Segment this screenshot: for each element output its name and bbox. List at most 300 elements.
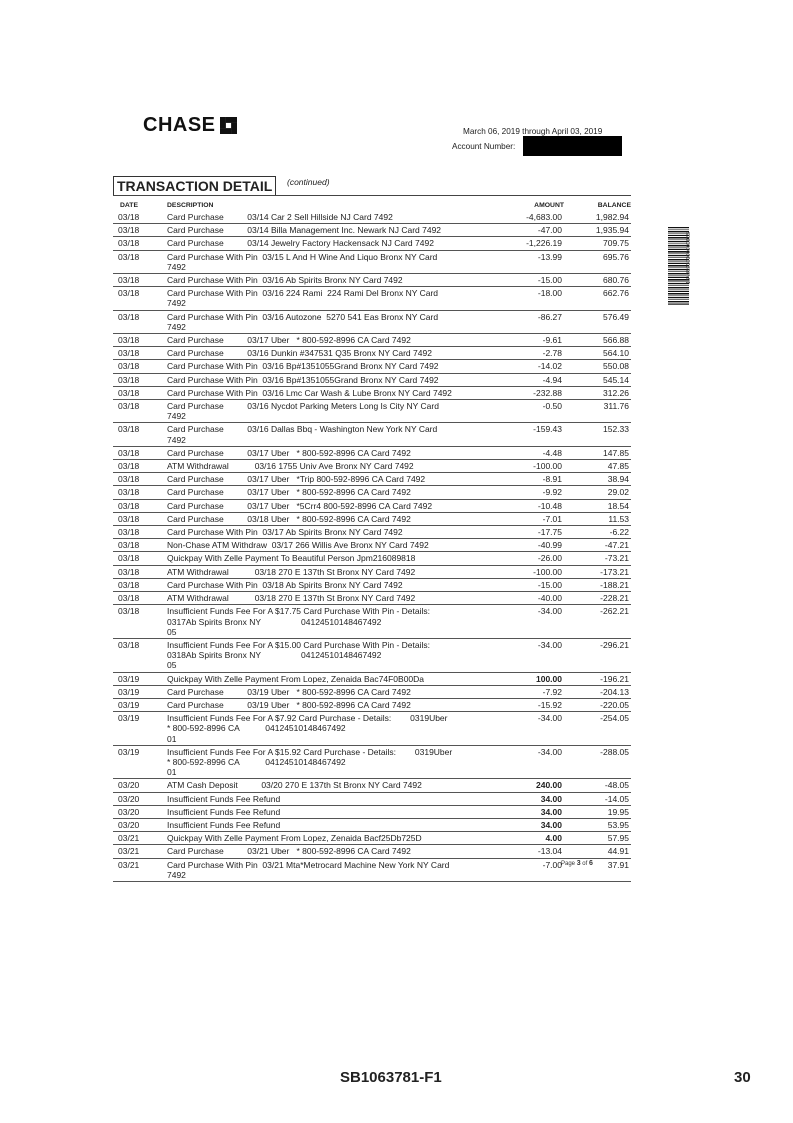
transaction-amount — [473, 672, 564, 685]
transaction-amount-text: 34.00 — [540, 793, 562, 804]
transaction-amount-text: -34.00 — [537, 606, 562, 617]
transaction-amount — [473, 446, 564, 459]
transaction-amount-text: 34.00 — [540, 806, 562, 817]
transaction-date — [113, 274, 167, 287]
transaction-description — [167, 446, 473, 459]
transaction-balance-text: -288.05 — [600, 746, 629, 757]
transaction-amount-text: -7.01 — [542, 513, 562, 524]
transaction-description-text: Insufficient Funds Fee For A $7.92 Card Purchase - Details: 0319Uber * 800-592-8996 CA 04124510148467492 01 — [167, 713, 448, 744]
transaction-description — [167, 499, 473, 512]
transaction-date-text: 03/18 — [118, 527, 140, 538]
table-row — [113, 287, 631, 310]
transaction-description — [167, 237, 473, 250]
transaction-description-text: Card Purchase With Pin 03/16 Ab Spirits Bronx NY Card 7492 — [167, 275, 403, 286]
transaction-amount — [473, 805, 564, 818]
table-row — [113, 539, 631, 552]
transaction-balance-text: -296.21 — [600, 639, 629, 650]
transaction-amount — [473, 237, 564, 250]
transaction-date-text: 03/18 — [118, 500, 140, 511]
transaction-balance-text: 1,935.94 — [595, 225, 629, 236]
transaction-date — [113, 779, 167, 792]
transaction-balance-text: -47.21 — [604, 540, 629, 551]
transaction-amount-text: -15.00 — [537, 579, 562, 590]
transaction-date-text: 03/18 — [118, 311, 140, 322]
transaction-description — [167, 473, 473, 486]
transaction-date-text: 03/18 — [118, 348, 140, 359]
transaction-amount — [473, 845, 564, 858]
transaction-date-text: 03/18 — [118, 212, 140, 222]
transaction-amount-text: -47.00 — [537, 225, 562, 236]
transaction-date-text: 03/18 — [118, 401, 140, 412]
transaction-date — [113, 818, 167, 831]
transaction-amount-text: -13.99 — [537, 251, 562, 262]
transaction-balance — [564, 779, 631, 792]
transaction-description — [167, 792, 473, 805]
table-row — [113, 592, 631, 605]
transaction-description-text: Card Purchase 03/17 Uber *Trip 800-592-8996 CA Card 7492 — [167, 474, 426, 485]
transaction-amount — [473, 592, 564, 605]
transaction-date-text: 03/18 — [118, 251, 140, 262]
transaction-description — [167, 334, 473, 347]
transaction-amount — [473, 745, 564, 779]
transaction-date-text: 03/18 — [118, 238, 140, 249]
transaction-description-text: Card Purchase 03/18 Uber * 800-592-8996 CA Card 7492 — [167, 513, 411, 524]
transaction-description-text: Insufficient Funds Fee For A $17.75 Card Purchase With Pin - Details: 0317Ab Spirits Bronx NY 04124510148467492 05 — [167, 606, 430, 637]
transaction-amount-text: -15.92 — [537, 699, 562, 710]
transaction-description — [167, 832, 473, 845]
table-row — [113, 360, 631, 373]
transaction-balance-text: -196.21 — [600, 673, 629, 684]
transaction-description — [167, 287, 473, 310]
transaction-balance — [564, 592, 631, 605]
transaction-amount-text: -34.00 — [537, 639, 562, 650]
transaction-amount — [473, 779, 564, 792]
transaction-balance — [564, 832, 631, 845]
transaction-description-text: Insufficient Funds Fee For A $15.00 Card Purchase With Pin - Details: 0318Ab Spirits Bronx NY 04124510148467492 05 — [167, 639, 430, 671]
transaction-description — [167, 460, 473, 473]
transaction-amount — [473, 712, 564, 746]
transaction-amount-text: -100.00 — [533, 566, 562, 577]
transaction-date — [113, 473, 167, 486]
transaction-description — [167, 685, 473, 698]
transaction-description — [167, 423, 473, 446]
transaction-balance-text: 57.95 — [607, 833, 629, 844]
transaction-description-text: Quickpay With Zelle Payment To Beautiful Person Jpm216089818 — [167, 553, 416, 564]
transaction-balance — [564, 698, 631, 711]
table-row — [113, 638, 631, 672]
transaction-balance-text: 576.49 — [603, 311, 629, 322]
transaction-balance-text: 695.76 — [603, 251, 629, 262]
transaction-date-text: 03/18 — [118, 288, 140, 299]
transaction-balance — [564, 792, 631, 805]
transaction-date-text: 03/19 — [118, 746, 140, 757]
transaction-amount — [473, 552, 564, 565]
table-row — [113, 400, 631, 423]
table-header-row — [113, 201, 631, 211]
transaction-description-text: Card Purchase 03/16 Dallas Bbq - Washington New York NY Card 7492 — [167, 424, 438, 445]
transaction-date — [113, 460, 167, 473]
transaction-balance-text: 38.94 — [607, 474, 629, 485]
transaction-amount-text: 240.00 — [536, 780, 562, 791]
table-row — [113, 858, 631, 881]
transaction-date-text: 03/18 — [118, 553, 140, 564]
transaction-description — [167, 552, 473, 565]
transaction-date — [113, 237, 167, 250]
transaction-amount-text: -232.88 — [533, 387, 562, 398]
transaction-date — [113, 539, 167, 552]
page-of: of — [582, 861, 588, 867]
table-row — [113, 250, 631, 273]
transaction-balance — [564, 486, 631, 499]
table-row — [113, 745, 631, 779]
transaction-date-text: 03/18 — [118, 593, 140, 604]
transaction-date — [113, 287, 167, 310]
transaction-date-text: 03/18 — [118, 639, 140, 650]
transaction-date — [113, 552, 167, 565]
transaction-date — [113, 347, 167, 360]
table-row — [113, 373, 631, 386]
transaction-amount-text: -4,683.00 — [526, 212, 562, 222]
table-row — [113, 423, 631, 446]
transaction-amount-text: -40.99 — [537, 540, 562, 551]
page-current: 3 — [576, 860, 581, 867]
transaction-amount-text: -34.00 — [537, 713, 562, 724]
transaction-balance — [564, 473, 631, 486]
transaction-description-text: Card Purchase 03/16 Dunkin #347531 Q35 Bronx NY Card 7492 — [167, 348, 432, 359]
transaction-balance-text: -14.05 — [604, 793, 629, 804]
transaction-date — [113, 685, 167, 698]
transaction-description-text: Quickpay With Zelle Payment From Lopez, Zenaida Bac74F0B00Da — [167, 673, 425, 684]
transaction-balance — [564, 224, 631, 237]
transaction-balance — [564, 845, 631, 858]
transaction-balance-text: -220.05 — [600, 699, 629, 710]
transaction-amount-text: -14.02 — [537, 361, 562, 372]
table-row — [113, 473, 631, 486]
transaction-amount — [473, 287, 564, 310]
transaction-balance — [564, 250, 631, 273]
transaction-date-text: 03/18 — [118, 461, 140, 472]
transaction-date-text: 03/19 — [118, 699, 140, 710]
transaction-date-text: 03/18 — [118, 447, 140, 458]
transaction-description — [167, 347, 473, 360]
transaction-amount — [473, 818, 564, 831]
transaction-description-text: Card Purchase 03/19 Uber * 800-592-8996 CA Card 7492 — [167, 699, 411, 710]
table-row — [113, 818, 631, 831]
transaction-date-text: 03/18 — [118, 335, 140, 346]
transaction-date-text: 03/20 — [118, 819, 140, 830]
transaction-date — [113, 334, 167, 347]
transaction-description-text: Insufficient Funds Fee Refund — [167, 819, 281, 830]
transaction-amount-text: 100.00 — [536, 673, 562, 684]
transaction-date — [113, 805, 167, 818]
transaction-balance-text: -48.05 — [604, 780, 629, 791]
transaction-date-text: 03/18 — [118, 275, 140, 286]
transaction-description — [167, 712, 473, 746]
transaction-description — [167, 360, 473, 373]
transaction-date — [113, 578, 167, 591]
transaction-description — [167, 512, 473, 525]
transaction-balance-text: 312.26 — [603, 387, 629, 398]
transaction-description — [167, 805, 473, 818]
transaction-date — [113, 698, 167, 711]
transaction-amount — [473, 211, 564, 224]
table-row — [113, 446, 631, 459]
transaction-balance-text: -188.21 — [600, 579, 629, 590]
transaction-date-text: 03/18 — [118, 225, 140, 236]
transaction-description — [167, 310, 473, 333]
transaction-date-text: 03/18 — [118, 487, 140, 498]
date-column-header: DATE — [120, 202, 138, 209]
transaction-balance-text: -204.13 — [600, 686, 629, 697]
redacted-account-number — [523, 136, 622, 156]
transaction-balance — [564, 446, 631, 459]
transaction-balance — [564, 685, 631, 698]
transaction-date — [113, 250, 167, 273]
transaction-amount-text: -9.92 — [542, 487, 562, 498]
transaction-date — [113, 512, 167, 525]
transaction-description — [167, 386, 473, 399]
transaction-amount — [473, 224, 564, 237]
transaction-balance — [564, 400, 631, 423]
transaction-balance — [564, 373, 631, 386]
transaction-description — [167, 274, 473, 287]
transaction-date-text: 03/21 — [118, 859, 140, 870]
transaction-description-text: Insufficient Funds Fee Refund — [167, 793, 281, 804]
section-title: TRANSACTION DETAIL — [113, 176, 276, 195]
transaction-amount — [473, 373, 564, 386]
table-row — [113, 832, 631, 845]
transaction-date — [113, 526, 167, 539]
transaction-amount — [473, 565, 564, 578]
transaction-description-text: Card Purchase 03/14 Car 2 Sell Hillside NJ Card 7492 — [167, 212, 393, 222]
transaction-date — [113, 565, 167, 578]
transaction-description-text: Card Purchase 03/17 Uber * 800-592-8996 CA Card 7492 — [167, 335, 411, 346]
brand-name: CHASE — [143, 114, 216, 136]
transaction-description-text: Card Purchase 03/16 Nycdot Parking Meters Long Is City NY Card 7492 — [167, 401, 439, 422]
transaction-amount-text: -4.48 — [542, 447, 562, 458]
transaction-amount-text: -40.00 — [537, 593, 562, 604]
transaction-amount — [473, 423, 564, 446]
transaction-amount-text: -13.04 — [537, 846, 562, 857]
table-row — [113, 712, 631, 746]
transaction-date — [113, 211, 167, 224]
table-row — [113, 845, 631, 858]
table-row — [113, 792, 631, 805]
transaction-description-text: ATM Cash Deposit 03/20 270 E 137th St Bronx NY Card 7492 — [167, 780, 422, 791]
transaction-date — [113, 592, 167, 605]
transaction-date-text: 03/19 — [118, 713, 140, 724]
transaction-description — [167, 526, 473, 539]
transaction-balance — [564, 526, 631, 539]
transaction-date-text: 03/18 — [118, 424, 140, 435]
transaction-balance — [564, 423, 631, 446]
transaction-date-text: 03/20 — [118, 780, 140, 791]
transaction-balance-text: 44.91 — [607, 846, 629, 857]
transaction-date-text: 03/19 — [118, 686, 140, 697]
transaction-balance — [564, 712, 631, 746]
transaction-date-text: 03/20 — [118, 793, 140, 804]
transaction-description-text: Card Purchase 03/17 Uber * 800-592-8996 CA Card 7492 — [167, 487, 411, 498]
transaction-balance-text: 311.76 — [603, 401, 629, 412]
transaction-description-text: Card Purchase 03/14 Jewelry Factory Hackensack NJ Card 7492 — [167, 238, 434, 249]
transaction-description — [167, 539, 473, 552]
transaction-amount — [473, 499, 564, 512]
transaction-description — [167, 605, 473, 639]
transaction-amount — [473, 400, 564, 423]
transaction-balance — [564, 539, 631, 552]
transaction-amount — [473, 539, 564, 552]
transaction-description-text: Card Purchase With Pin 03/18 Ab Spirits Bronx NY Card 7492 — [167, 579, 403, 590]
transaction-description-text: ATM Withdrawal 03/16 1755 Univ Ave Bronx NY Card 7492 — [167, 461, 414, 472]
transaction-balance-text: 564.10 — [603, 348, 629, 359]
transaction-description-text: Card Purchase With Pin 03/16 Bp#1351055Grand Bronx NY Card 7492 — [167, 361, 439, 372]
transaction-rows — [113, 211, 631, 881]
transaction-amount — [473, 460, 564, 473]
transaction-date — [113, 224, 167, 237]
continued-label: (continued) — [287, 177, 330, 187]
amount-column-header: AMOUNT — [534, 202, 564, 209]
description-column-header: DESCRIPTION — [167, 202, 214, 209]
transaction-balance-text: -262.21 — [600, 606, 629, 617]
transaction-amount — [473, 832, 564, 845]
transaction-balance-text: 37.91 — [607, 859, 629, 870]
transaction-balance — [564, 347, 631, 360]
transaction-balance-text: 47.85 — [607, 461, 629, 472]
transaction-detail-header — [113, 176, 631, 196]
transaction-date-text: 03/18 — [118, 361, 140, 372]
table-row — [113, 347, 631, 360]
table-row — [113, 805, 631, 818]
transaction-balance — [564, 211, 631, 224]
transaction-date-text: 03/21 — [118, 846, 140, 857]
transaction-description-text: Card Purchase With Pin 03/16 Autozone 5270 541 Eas Bronx NY Card 7492 — [167, 311, 439, 332]
transaction-amount-text: -100.00 — [533, 461, 562, 472]
table-row — [113, 526, 631, 539]
transaction-date — [113, 745, 167, 779]
transaction-balance — [564, 805, 631, 818]
transaction-date — [113, 672, 167, 685]
transaction-balance — [564, 499, 631, 512]
transaction-date — [113, 373, 167, 386]
transaction-amount — [473, 638, 564, 672]
transaction-balance-text: 680.76 — [603, 275, 629, 286]
transaction-description-text: Card Purchase 03/17 Uber *5Crr4 800-592-8996 CA Card 7492 — [167, 500, 433, 511]
transaction-balance — [564, 638, 631, 672]
transaction-amount — [473, 526, 564, 539]
transaction-amount — [473, 250, 564, 273]
table-row — [113, 334, 631, 347]
transaction-description — [167, 698, 473, 711]
transaction-balance-text: 566.88 — [603, 335, 629, 346]
transaction-date — [113, 832, 167, 845]
transaction-amount — [473, 473, 564, 486]
transaction-balance — [564, 552, 631, 565]
transaction-amount — [473, 360, 564, 373]
transaction-balance — [564, 578, 631, 591]
transaction-description — [167, 373, 473, 386]
balance-column-header: BALANCE — [597, 202, 631, 209]
table-row — [113, 685, 631, 698]
table-row — [113, 386, 631, 399]
transaction-balance-text: 550.08 — [603, 361, 629, 372]
transaction-description-text: Quickpay With Zelle Payment From Lopez, Zenaida Bacf25Db725D — [167, 833, 422, 844]
transaction-description — [167, 858, 473, 881]
transaction-date — [113, 792, 167, 805]
transaction-amount-text: -4.94 — [542, 374, 562, 385]
transaction-amount — [473, 685, 564, 698]
page-label: Page — [561, 861, 576, 867]
transaction-amount — [473, 858, 564, 881]
transaction-amount-text: -17.75 — [537, 527, 562, 538]
transaction-description-text: Card Purchase With Pin 03/21 Mta*Metrocard Machine New York NY Card 7492 — [167, 859, 450, 880]
transaction-balance-text: 11.53 — [608, 513, 629, 524]
transaction-description — [167, 211, 473, 224]
transaction-date-text: 03/18 — [118, 606, 140, 617]
transaction-amount — [473, 578, 564, 591]
transaction-balance — [564, 512, 631, 525]
transaction-date — [113, 712, 167, 746]
transaction-amount-text: 34.00 — [540, 819, 562, 830]
transaction-description-text: Insufficient Funds Fee Refund — [167, 806, 281, 817]
transaction-balance — [564, 310, 631, 333]
transaction-balance — [564, 386, 631, 399]
transaction-description — [167, 578, 473, 591]
chase-logo — [143, 114, 237, 137]
page-total: 6 — [588, 860, 593, 867]
transaction-amount — [473, 486, 564, 499]
transaction-date — [113, 360, 167, 373]
transaction-description — [167, 565, 473, 578]
transaction-date — [113, 499, 167, 512]
transaction-balance-text: 152.33 — [603, 424, 629, 435]
transaction-amount-text: -2.78 — [542, 348, 562, 359]
transaction-date — [113, 605, 167, 639]
transaction-date — [113, 638, 167, 672]
transaction-amount-text: -8.91 — [542, 474, 562, 485]
transaction-description — [167, 250, 473, 273]
transaction-amount-text: -1,226.19 — [526, 238, 562, 249]
table-row — [113, 552, 631, 565]
transaction-date — [113, 310, 167, 333]
table-row — [113, 605, 631, 639]
table-row — [113, 237, 631, 250]
transaction-balance-text: 709.75 — [603, 238, 629, 249]
table-row — [113, 460, 631, 473]
transaction-table — [113, 201, 631, 882]
transaction-balance-text: 18.54 — [607, 500, 629, 511]
table-row — [113, 698, 631, 711]
statement-period: March 06, 2019 through April 03, 2019 — [463, 127, 603, 136]
table-row — [113, 486, 631, 499]
transaction-amount — [473, 334, 564, 347]
chase-octagon-icon — [220, 117, 237, 134]
transaction-date — [113, 386, 167, 399]
transaction-description-text: Card Purchase With Pin 03/16 Lmc Car Wash & Lube Bronx NY Card 7492 — [167, 387, 452, 398]
transaction-balance-text: 19.95 — [607, 806, 629, 817]
transaction-balance-text: 1,982.94 — [595, 212, 629, 222]
transaction-date — [113, 423, 167, 446]
transaction-balance-text: 29.02 — [607, 487, 629, 498]
transaction-date-text: 03/18 — [118, 374, 140, 385]
transaction-description-text: Card Purchase 03/17 Uber * 800-592-8996 CA Card 7492 — [167, 447, 411, 458]
transaction-date — [113, 486, 167, 499]
transaction-balance-text: -73.21 — [604, 553, 629, 564]
transaction-balance — [564, 745, 631, 779]
barcode-number: 13498930000000065 — [686, 232, 692, 285]
transaction-balance — [564, 818, 631, 831]
transaction-balance — [564, 274, 631, 287]
transaction-description-text: ATM Withdrawal 03/18 270 E 137th St Bronx NY Card 7492 — [167, 566, 416, 577]
